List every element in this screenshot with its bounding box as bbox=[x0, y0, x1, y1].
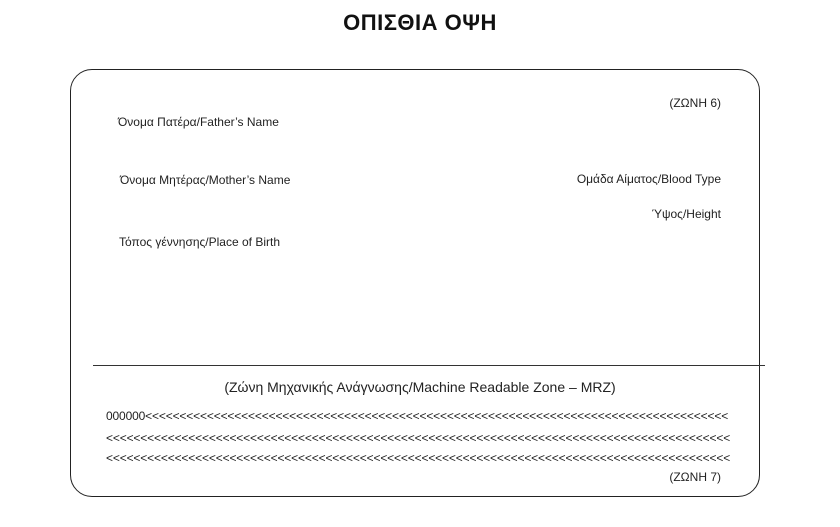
mrz-title: (Ζώνη Μηχανικής Ανάγνωσης/Machine Readable Zone – MRZ) bbox=[224, 379, 616, 395]
height-label: Ύψος/Height bbox=[651, 207, 721, 221]
mrz-line-2: <<<<<<<<<<<<<<<<<<<<<<<<<<<<<<<<<<<<<<<<<<<<<<<<<<<<<<<<<<<<<<<<<<<<<<<<<<<<<<<<<<<<<<<<<<< bbox=[106, 431, 731, 445]
zone-6-label: (ΖΩΝΗ 6) bbox=[669, 96, 721, 110]
zone-7-label: (ΖΩΝΗ 7) bbox=[669, 470, 721, 484]
blood-type-label: Ομάδα Αίματος/Blood Type bbox=[576, 172, 721, 186]
place-of-birth-label: Τόπος γέννησης/Place of Birth bbox=[119, 235, 281, 249]
mrz-line-1: 000000<<<<<<<<<<<<<<<<<<<<<<<<<<<<<<<<<<<<<<<<<<<<<<<<<<<<<<<<<<<<<<<<<<<<<<<<<<<<<<<<<<<<< bbox=[106, 409, 729, 423]
mothers-name-label: Όνομα Μητέρας/Mother’s Name bbox=[120, 173, 291, 187]
fathers-name-label: Όνομα Πατέρα/Father’s Name bbox=[118, 115, 279, 129]
mrz-line-3: <<<<<<<<<<<<<<<<<<<<<<<<<<<<<<<<<<<<<<<<<<<<<<<<<<<<<<<<<<<<<<<<<<<<<<<<<<<<<<<<<<<<<<<<<<< bbox=[106, 451, 731, 465]
page-title: ΟΠΙΣΘΙΑ ΟΨΗ bbox=[343, 10, 497, 35]
mrz-divider bbox=[93, 365, 765, 366]
